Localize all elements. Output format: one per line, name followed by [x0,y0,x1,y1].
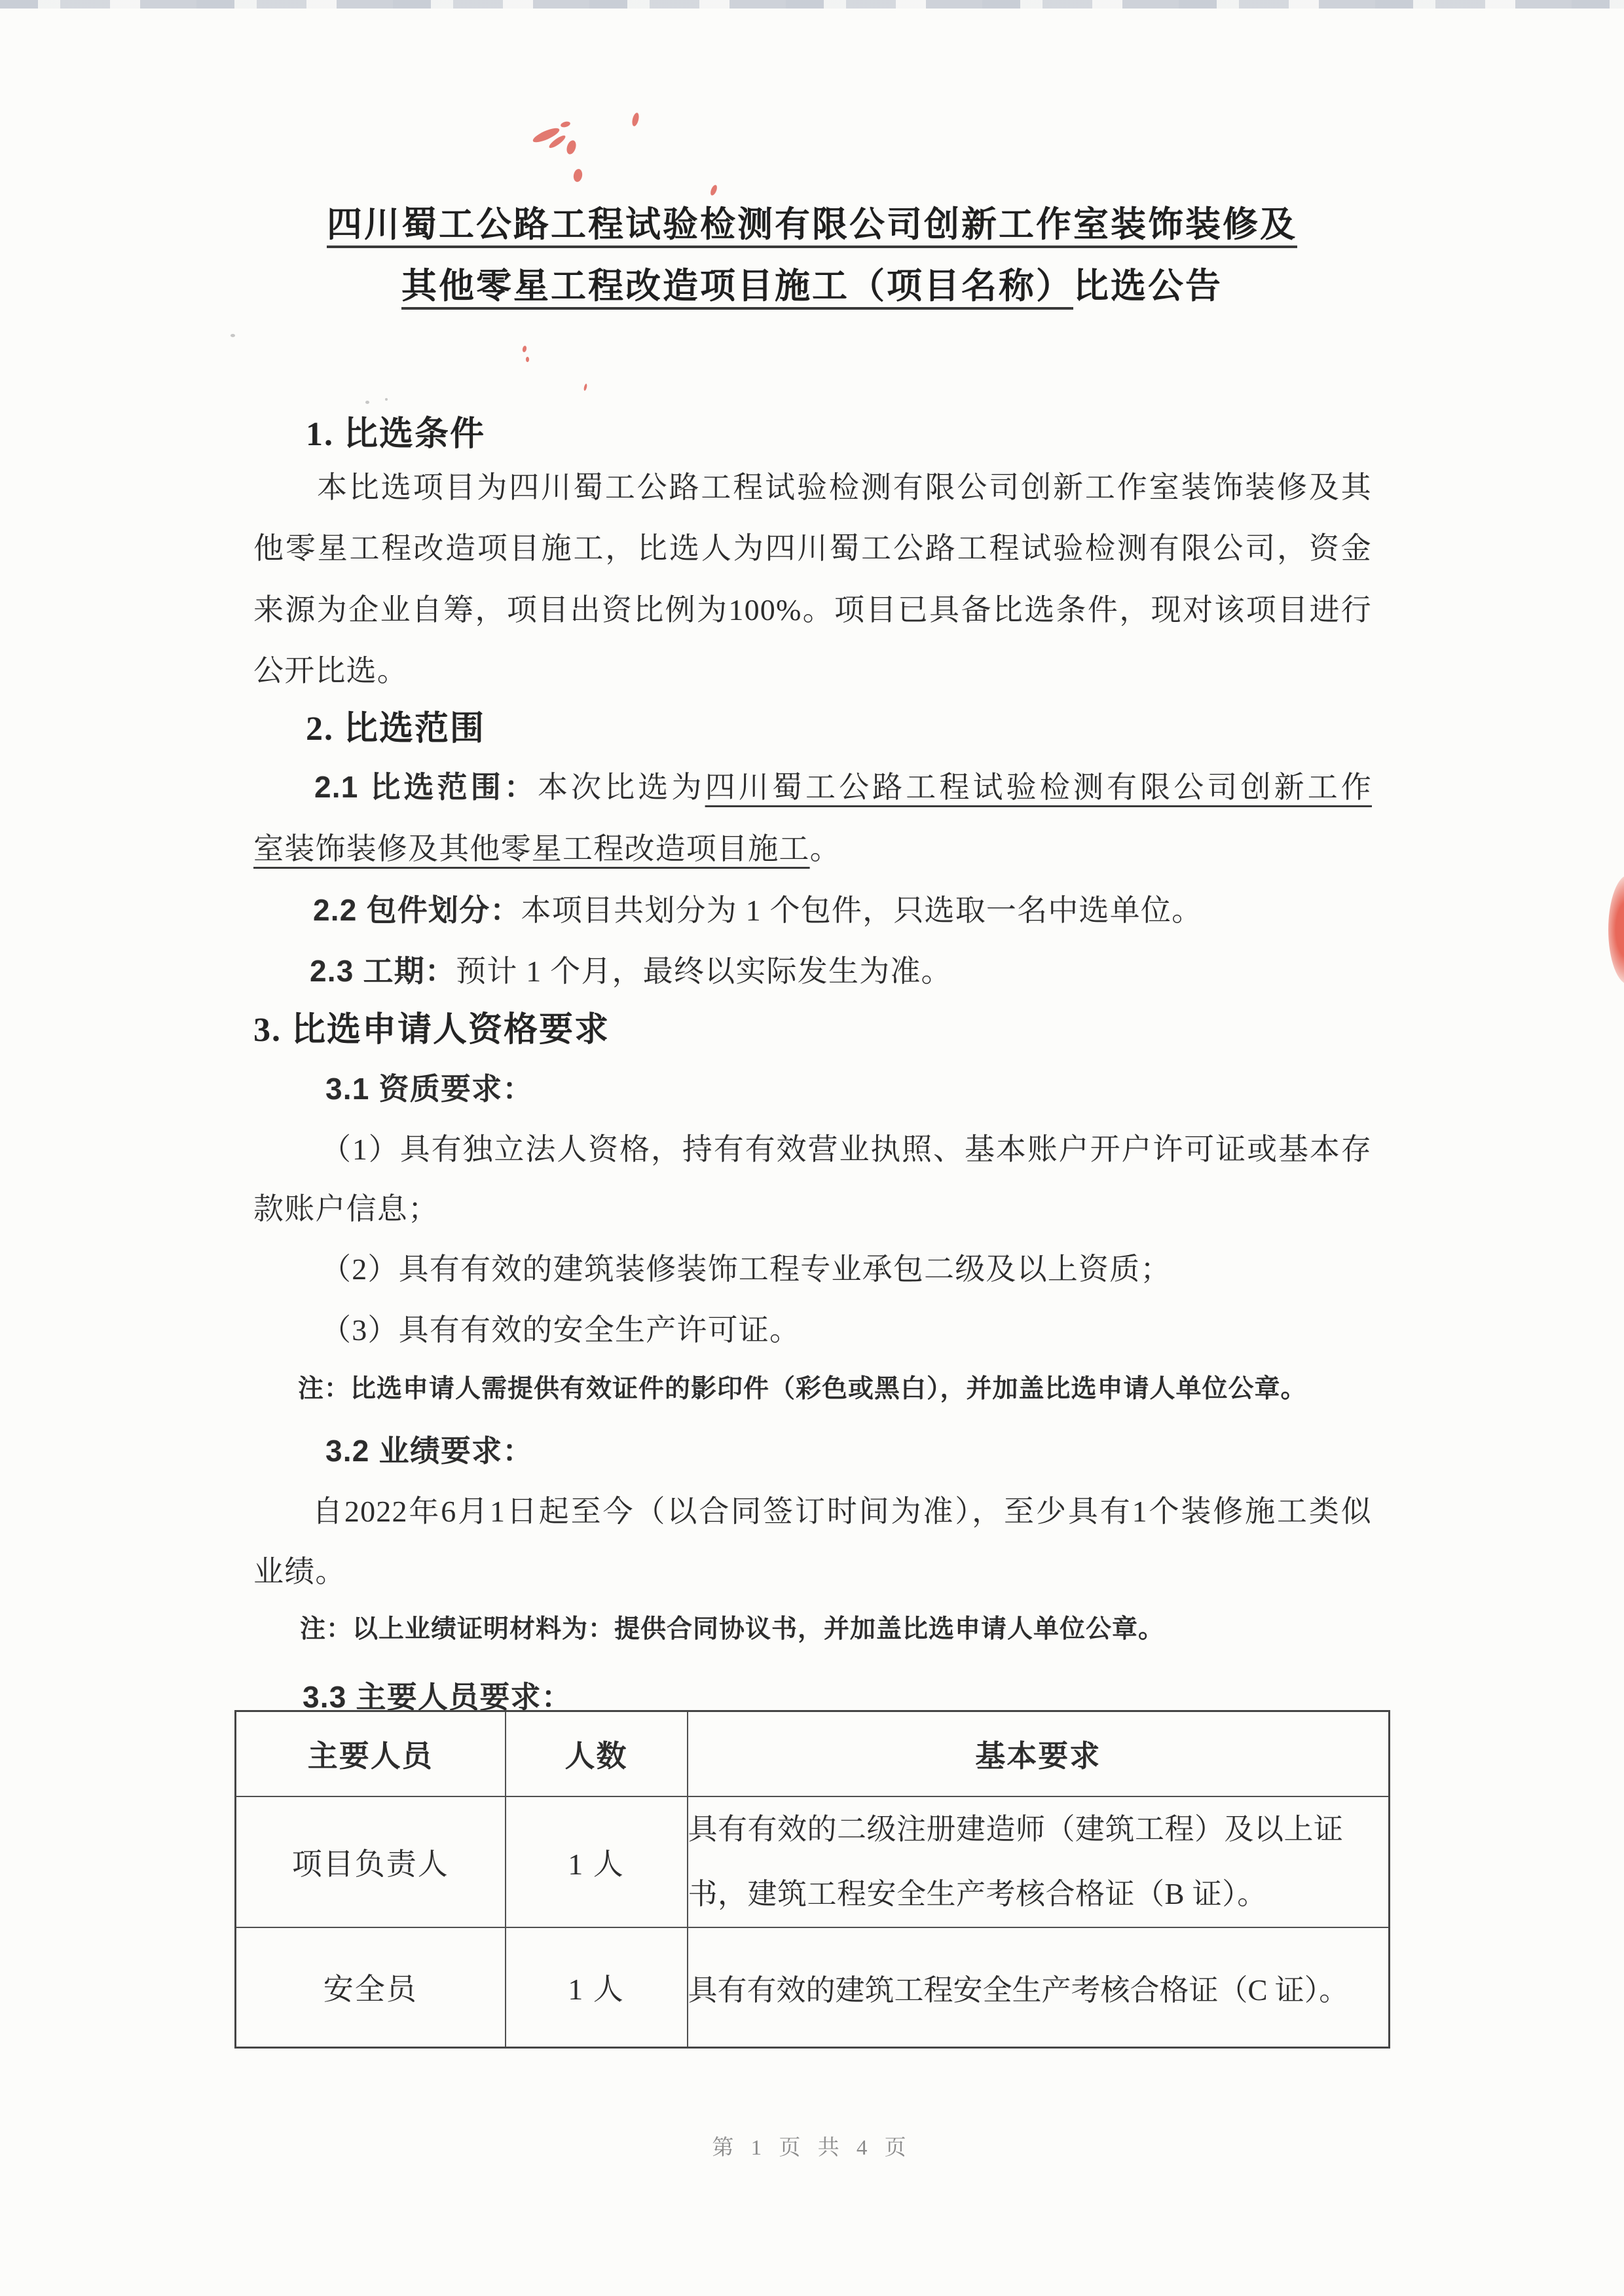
red-ink-smudge [572,168,583,183]
red-ink-smudge [709,184,718,196]
clause-2-3 [310,947,952,991]
clause-2-1-underlined: 室装饰装修及其他零星工程改造项目施工 [253,832,810,866]
section1-line1: 本比选项目为四川蜀工公路工程试验检测有限公司创新工作室装饰装修及其 [317,471,1372,504]
table-header-row [236,1711,1390,1796]
clause-2-1-line2 [253,825,841,868]
performance-line1: 自2022年6月1日起至今（以合同签订时间为准），至少具有1个装修施工类似 [312,1495,1372,1528]
section1-heading: 1. 比选条件 [306,416,486,453]
section2-heading: 2. 比选范围 [306,710,486,748]
red-ink-smudge [522,345,527,352]
clause-2-1-line1 [314,763,1372,807]
clause-2-2-text: 本项目共划分为 1 个包件，只选取一名中选单位。 [521,894,1203,927]
qualification-item2: （2）具有有效的建筑装修装饰工程专业承包二级及以上资质； [321,1252,1172,1286]
clause-2-2 [313,886,1202,930]
clause-3-1-heading: 3.1 资质要求： [325,1072,534,1106]
red-ink-smudge [565,139,578,156]
clause-3-3-heading: 3.3 主要人员要求： [303,1680,572,1714]
table-cell-role: 项目负责人 [236,1796,506,1927]
performance-line2: 业绩。 [253,1555,346,1588]
personnel-requirements-table [234,1710,1390,2049]
document-title-line1 [0,196,1624,247]
scan-edge-artifact [0,0,1624,9]
table-cell-requirement [688,1796,1390,1927]
qualification-item3: （3）具有有效的安全生产许可证。 [321,1313,801,1347]
table-header-count: 人数 [506,1711,688,1796]
section1-line3: 来源为企业自筹，项目出资比例为100%。项目已具备比选条件，现对该项目进行 [253,593,1372,627]
title-underlined-text: 其他零星工程改造项目施工（项目名称） [401,266,1073,306]
table-row [236,1796,1390,1927]
clause-2-1-underlined: 四川蜀工公路工程试验检测有限公司创新工作 [705,771,1373,804]
paper-speck [365,401,369,404]
title-plain-text: 比选公告 [1073,266,1223,306]
red-ink-smudge [583,384,588,392]
table-cell-role: 安全员 [236,1927,506,2048]
paper-speck [385,398,388,401]
table-cell-count: 1 人 [506,1927,688,2048]
table-header-requirement: 基本要求 [688,1711,1390,1796]
clause-2-3-text: 预计 1 个月，最终以实际发生为准。 [456,955,952,988]
qualification-item1-line2: 款账户信息； [253,1192,439,1226]
section1-line4: 公开比选。 [253,654,408,687]
paper-speck [231,334,235,337]
section3-heading: 3. 比选申请人资格要求 [253,1011,610,1049]
qualification-note: 注：比选申请人需提供有效证件的影印件（彩色或黑白），并加盖比选申请人单位公章。 [298,1375,1307,1403]
requirement-line: 书，建筑工程安全生产考核合格证（B 证）。 [688,1877,1267,1910]
qualification-item1-line1: （1）具有独立法人资格，持有有效营业执照、基本账户开户许可证或基本存 [321,1133,1372,1166]
page-number-footer: 第 1 页 共 4 页 [712,2136,912,2160]
table-cell-requirement: 具有有效的建筑工程安全生产考核合格证（C 证）。 [688,1927,1390,2048]
red-stamp-fragment [1608,875,1624,985]
clause-3-2-heading: 3.2 业绩要求： [325,1434,534,1468]
clause-2-1-label: 2.1 比选范围： [314,770,538,804]
table-header-role: 主要人员 [236,1711,506,1796]
table-row [236,1927,1390,2048]
section1-line2: 他零星工程改造项目施工，比选人为四川蜀工公路工程试验检测有限公司，资金 [253,532,1372,565]
clause-2-1-period: 。 [809,832,841,866]
requirement-line: 具有有效的二级注册建造师（建筑工程）及以上证 [688,1812,1344,1846]
performance-note: 注：以上业绩证明材料为：提供合同协议书，并加盖比选申请人单位公章。 [300,1615,1165,1643]
red-ink-smudge [526,357,529,362]
clause-2-3-label: 2.3 工期： [310,954,456,988]
red-ink-smudge [560,120,571,128]
document-title-line2 [0,258,1624,308]
table-cell-count: 1 人 [506,1796,688,1927]
clause-2-1-lead: 本次比选为 [538,771,705,804]
title-underlined-text: 四川蜀工公路工程试验检测有限公司创新工作室装饰装修及 [327,205,1297,244]
red-ink-smudge [631,112,640,127]
clause-2-2-label: 2.2 包件划分： [313,893,521,927]
